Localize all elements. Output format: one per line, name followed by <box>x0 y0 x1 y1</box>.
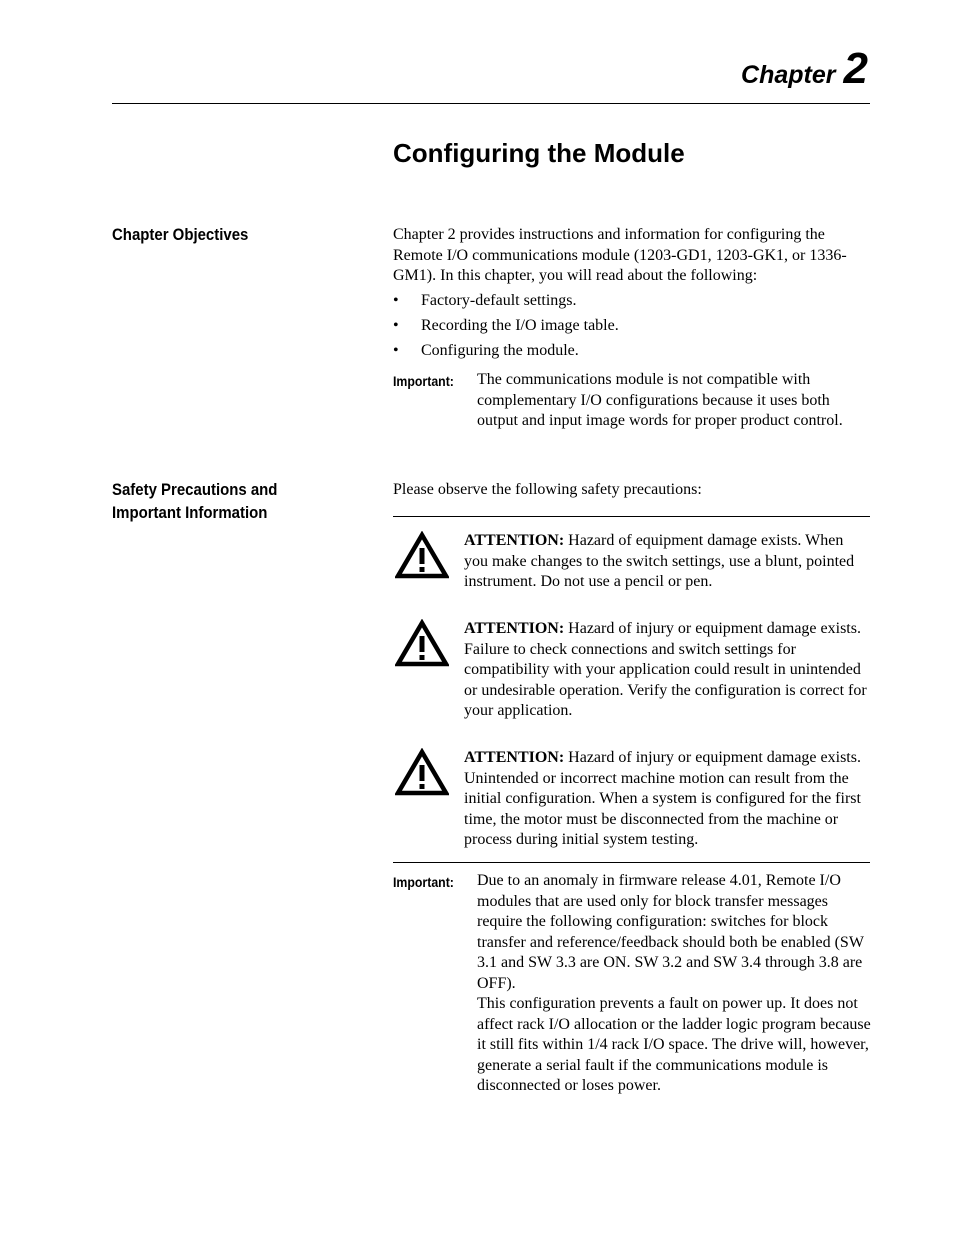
attention-block <box>393 619 871 722</box>
attention-block <box>393 531 871 593</box>
important-label: Important: <box>393 373 454 389</box>
list-item-text: Configuring the module. <box>421 342 579 359</box>
bullet-glyph: • <box>393 292 399 309</box>
important-note-safety <box>393 871 871 1097</box>
attention-message: Hazard of injury or equipment damage exists. Unintended or incorrect machine motion can result from the initial configuration. When a system is configured for the first time, the motor must be disconnected from the machine or process during initial system testing. <box>464 749 861 848</box>
important-text-para1: Due to an anomaly in firmware release 4.01, Remote I/O modules that are used only for block transfer messages require the following configuration: switches for block transfer and reference/feedback should both be enabled (SW 3.1 and SW 3.3 are ON. SW 3.2 and SW 3.4 through 3.8 are OFF). <box>477 872 864 992</box>
attention-block <box>393 748 871 851</box>
safety-heading-line2: Important Information <box>112 503 268 522</box>
attention-bottom-divider <box>393 862 870 863</box>
important-text-para2: This configuration prevents a fault on power up. It does not affect rack I/O allocation or the ladder logic program because it still fits within 1/4 rack I/O space. The drive will, however, generate a serial fault if the communications module is disconnected or loses power. <box>477 995 871 1094</box>
attention-message: Hazard of injury or equipment damage exists. Failure to check connections and switch settings for compatibility with your application could result in unintended or undesirable operation. Verify the configuration is correct for your application. <box>464 620 867 719</box>
list-item <box>393 341 871 366</box>
bullet-glyph: • <box>393 342 399 359</box>
attention-text <box>464 619 871 722</box>
bullet-glyph: • <box>393 317 399 334</box>
warning-triangle-icon <box>395 748 449 796</box>
attention-top-divider <box>393 516 870 517</box>
objectives-heading: Chapter Objectives <box>112 225 249 244</box>
page-title: Configuring the Module <box>393 138 685 168</box>
attention-label: ATTENTION: <box>464 532 565 549</box>
list-item-text: Recording the I/O image table. <box>421 317 619 334</box>
list-item <box>393 316 871 341</box>
chapter-header <box>741 44 868 94</box>
attention-text <box>464 748 871 851</box>
safety-heading <box>112 478 323 524</box>
attention-label: ATTENTION: <box>464 620 565 637</box>
attention-text <box>464 531 871 593</box>
list-item-text: Factory-default settings. <box>421 292 577 309</box>
chapter-number: 2 <box>843 44 868 93</box>
important-note-objectives <box>393 370 871 432</box>
chapter-label: Chapter <box>741 61 836 89</box>
attention-label: ATTENTION: <box>464 749 565 766</box>
warning-triangle-icon <box>395 619 449 667</box>
important-label: Important: <box>393 874 454 890</box>
safety-intro: Please observe the following safety precautions: <box>393 481 702 498</box>
objectives-list <box>393 291 871 366</box>
important-text: The communications module is not compatible with complementary I/O configurations because it uses both output and input image words for proper product control. <box>477 371 843 429</box>
safety-heading-line1: Safety Precautions and <box>112 480 278 499</box>
warning-triangle-icon <box>395 531 449 579</box>
objectives-intro: Chapter 2 provides instructions and information for configuring the Remote I/O communications module (1203-GD1, 1203-GK1, or 1336-GM1). In this chapter, you will read about the following: <box>393 226 847 284</box>
attention-message: Hazard of equipment damage exists. When you make changes to the switch settings, use a blunt, pointed instrument. Do not use a pencil or pen. <box>464 532 855 590</box>
list-item <box>393 291 871 316</box>
header-divider <box>112 103 870 104</box>
